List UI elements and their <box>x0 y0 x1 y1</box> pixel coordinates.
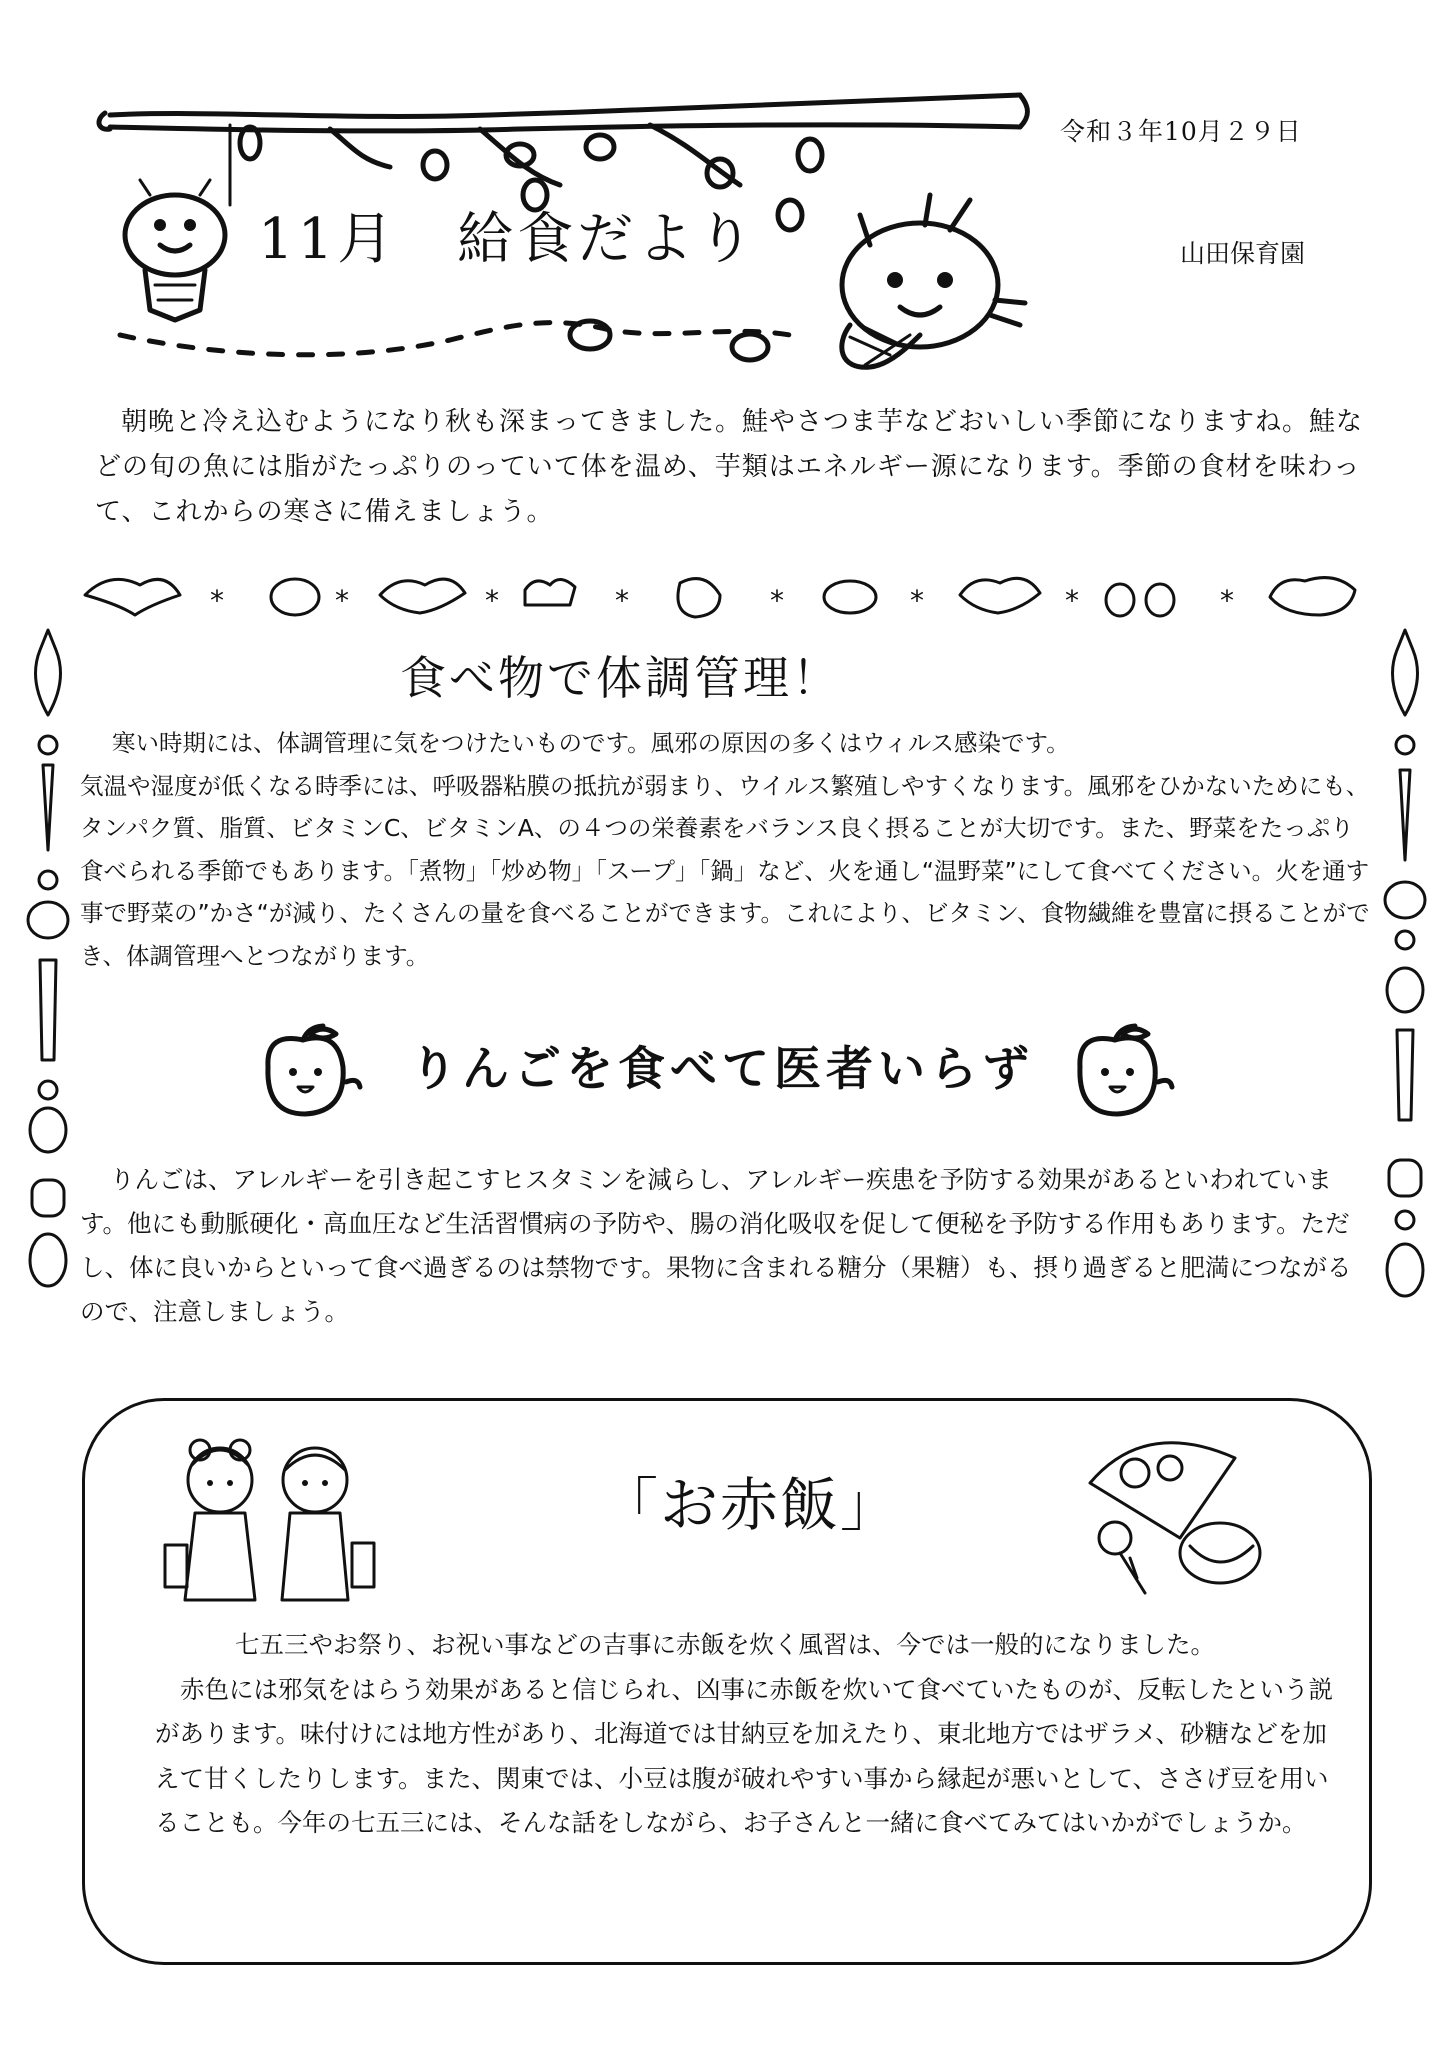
section-heading: りんごを食べて医者いらず <box>410 1042 1034 1097</box>
flower-icon <box>1396 931 1414 949</box>
svg-text:*: * <box>485 584 499 617</box>
chestnut-icon <box>678 579 720 617</box>
newsletter-title: 11月 給食だより <box>258 207 758 272</box>
divider-icons <box>80 565 1370 625</box>
section-body <box>155 1623 1350 1846</box>
bug-character-icon <box>125 180 225 320</box>
leek-icon <box>40 960 56 1060</box>
carrot-icon <box>1400 770 1410 860</box>
pumpkin-icon <box>1389 1160 1421 1196</box>
flower-icon <box>1396 736 1414 754</box>
apple-character-icon <box>248 1022 368 1122</box>
pumpkin-icon <box>824 581 876 613</box>
body-text: 気温や湿度が低くなる時季には、呼吸器粘膜の抵抗が弱まり、ウイルス繁殖しやすくなります。風邪をひかないためにも、タンパク質、脂質、ビタミンC、ビタミンA、の４つの栄養素をバランス良く摂ることが大切です。また、野菜をたっぷり食べられる季節でもあります。「煮物」「炒め物」「スープ」「鍋」など、火を通し“温野菜”にして食べてください。火を通す事で野菜の”かさ“が減り、たくさんの量を食べることができます。これにより、ビタミン、食物繊維を豊富に摂ることができ、体調管理へとつながります。 <box>80 771 1370 970</box>
flower-icon <box>1396 1211 1414 1229</box>
flower-icon <box>39 1081 57 1099</box>
body-line: 寒い時期には、体調管理に気をつけたいものです。風邪の原因の多くはウィルス感染です。 <box>112 729 1070 757</box>
radish-icon <box>36 630 61 715</box>
body-paragraph: 赤色には邪気をはらう効果があると信じられ、凶事に赤飯を炊いて食べていたものが、反転したという説があります。味付けには地方性があり、北海道では甘納豆を加えたり、東北地方ではザラメ、砂糖などを加えて甘くしたりします。また、関東では、小豆は腹が破れやすい事から縁起が悪いとして、ささげ豆を用いることも。今年の七五三には、そんな話をしながら、お子さんと一緒に食べてみてはいかがでしょうか。 <box>155 1674 1333 1837</box>
svg-text:*: * <box>1220 584 1234 617</box>
apple-character-icon <box>1060 1022 1180 1122</box>
school-name: 山田保育園 <box>1180 239 1306 268</box>
cabbage-icon <box>1387 968 1423 1012</box>
flower-icon <box>39 736 57 754</box>
svg-text:*: * <box>1065 584 1079 617</box>
radish-icon <box>1393 630 1418 715</box>
vegetable-border-right <box>1375 620 1435 1320</box>
spinach-icon <box>30 1234 66 1286</box>
svg-text:*: * <box>770 584 784 617</box>
broccoli-icon <box>28 902 68 938</box>
folding-fan-icon <box>1075 1428 1275 1603</box>
children-in-kimono-icon <box>160 1425 380 1615</box>
bug-character-icon <box>842 195 1025 367</box>
cabbage-icon <box>30 1108 66 1152</box>
section-body <box>80 722 1370 977</box>
branch-icon <box>99 95 1028 205</box>
svg-text:*: * <box>335 584 349 617</box>
issue-date: 令和３年10月２９日 <box>1060 117 1302 146</box>
acorn-icon <box>1106 584 1134 616</box>
pumpkin-icon <box>32 1180 64 1216</box>
flower-icon <box>39 871 57 889</box>
dashed-trail-icon <box>120 321 790 360</box>
leaf-icon <box>960 578 1040 613</box>
acorn-icon <box>1146 584 1174 616</box>
svg-text:*: * <box>910 584 924 617</box>
broccoli-icon <box>1385 882 1425 918</box>
svg-text:*: * <box>615 584 629 617</box>
carrot-icon <box>43 765 53 850</box>
section-heading: 「お赤飯」 <box>600 1471 901 1539</box>
svg-text:*: * <box>210 584 224 617</box>
intro-paragraph: 朝晩と冷え込むようになり秋も深まってきました。鮭やさつま芋などおいしい季節になりますね。鮭などの旬の魚には脂がたっぷりのっていて体を温め、芋類はエネルギー源になります。季節の食材を味わって、これからの寒さに備えましょう。 <box>95 407 1364 527</box>
spinach-icon <box>1387 1244 1423 1296</box>
leaf-icon <box>380 579 465 613</box>
leaf-icon <box>1270 578 1355 615</box>
body-paragraph: 七五三やお祭り、お祝い事などの吉事に赤飯を炊く風習は、今では一般的になりました。 <box>235 1630 1215 1659</box>
mushroom-icon <box>525 579 575 605</box>
vegetable-border-left <box>18 620 78 1320</box>
section-heading: 食べ物で体調管理！ <box>400 651 841 705</box>
section-body: りんごは、アレルギーを引き起こすヒスタミンを減らし、アレルギー疾患を予防する効果があるといわれています。他にも動脈硬化・高血圧など生活習慣病の予防や、腸の消化吸収を促して便秘を予防する作用もあります。ただし、体に良いからといって食べ過ぎるのは禁物です。果物に含まれる糖分（果糖）も、摂り過ぎると肥満につながるので、注意しましょう。 <box>80 1165 1352 1326</box>
leek-icon <box>1397 1030 1413 1120</box>
pinecone-icon <box>271 579 319 615</box>
leaf-icon <box>85 579 180 615</box>
